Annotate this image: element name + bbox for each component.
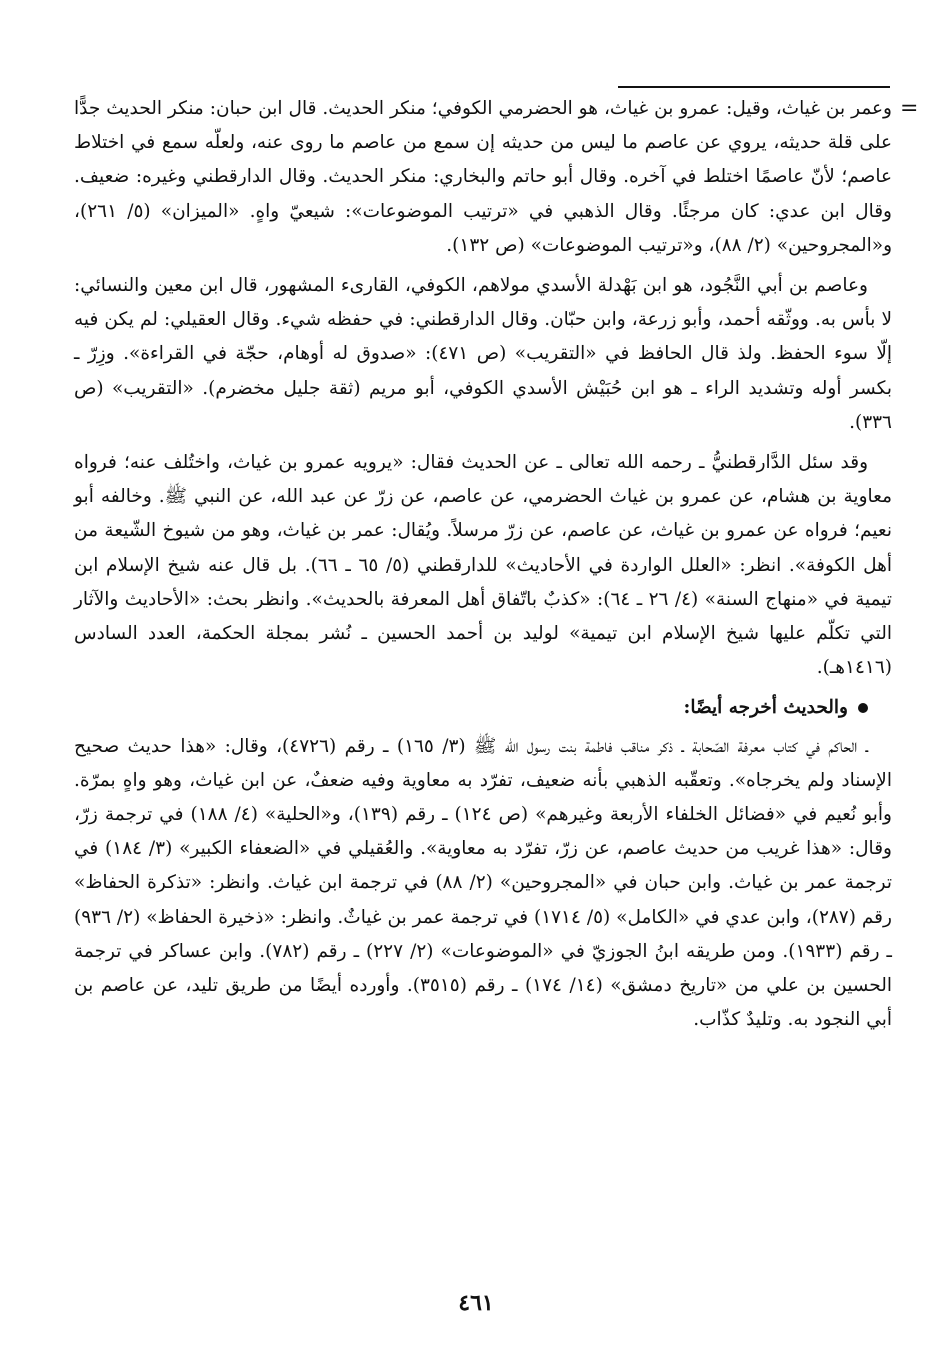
- section-heading-text: والحديث أخرجه أيضًا:: [683, 697, 848, 719]
- footnote-body: [74, 92, 892, 1043]
- bullet-icon: [858, 703, 868, 713]
- paragraph-narrator-asim: وعاصم بن أبي النَّجُود، هو ابن بَهْدلة الأسدي مولاهم، الكوفي، القارىء المشهور، قال ابن معين والنسائي: لا بأس به. ووثّقه أحمد، وأبو زرعة، وابن حبّان. وقال الدارقطني: في حفظه شيء. وقال العقيلي: لم يكن فيه إلّا سوء الحفظ. ولذ قال الحافظ في «التقريب» (ص ٤٧١): «صدوق له أوهام، حجّة في القراءة». وزِرّ ـ بكسر أوله وتشديد الراء ـ هو ابن حُبَيْش الأسدي الكوفي، أبو مريم (ثقة جليل مخضرم). «التقريب» (ص ٣٣٦).: [74, 275, 893, 433]
- paragraph-daraqutni: وقد سئل الدَّارقطنيُّ ـ رحمه الله تعالى ـ عن الحديث فقال: «يرويه عمرو بن غياث، واختُلف عنه؛ فرواه معاوية بن هشام، عن عمرو بن غياث الحضرمي، عن عاصم، عن زرّ عن عبد الله، عن النبي ﷺ. وخالفه أبو نعيم؛ فرواه عن عمرو بن غياث، عن عاصم، عن زرّ مرسلاً. ويُقال: عمر بن غياث، وهو من شيوخ الشّيعة من أهل الكوفة». انظر: «العلل الواردة في الأحاديث» للدارقطني (٥/ ٦٥ ـ ٦٦). بل قال عنه شيخ الإسلام ابن تيمية في «منهاج السنة» (٤/ ٢٦ ـ ٦٤): «كذبٌ باتّفاق أهل المعرفة بالحديث». وانظر بحث: «الأحاديث والآثار التي تكلّم عليها شيخ الإسلام ابن تيمية» لوليد بن أحمد الحسين ـ نُشر بمجلة الحكمة، العدد السادس (١٤١٦هـ).: [74, 452, 893, 679]
- paragraph-narrator-umar: وعمر بن غياث، وقيل: عمرو بن غياث، هو الحضرمي الكوفي؛ منكر الحديث. قال ابن حبان: منكر الحديث جدًّا على قلة حديثه، يروي عن عاصم ما ليس من حديثه إن سمع من عاصم ما روى عنه، ولعلّه سمع في اختلاط عاصم؛ لأنّ عاصمًا اختلط في آخره. وقال أبو حاتم والبخاري: منكر الحديث. وقال الدارقطني وغيره: ضعيف. وقال ابن عدي: كان مرجئًا. وقال الذهبي في «ترتيب الموضوعات»: شيعيّ واهٍ. «الميزان» (٥/ ٢٦١)، و«المجروحين» (٢/ ٨٨)، و«ترتيب الموضوعات» (ص ١٣٢).: [74, 98, 892, 256]
- continuation-mark: =: [900, 96, 919, 121]
- section-heading: [74, 691, 892, 725]
- footnote-separator-rule: [618, 86, 890, 88]
- page-number: ٤٦١: [458, 1290, 494, 1316]
- paragraph-sources: ـ الحاكم في كتاب معرفة الصّحابة ـ ذكر مناقب فاطمة بنت رسول الله ﷺ (٣/ ١٦٥) ـ رقم (٤٧٢٦)، وقال: «هذا حديث صحيح الإسناد ولم يخرجاه». وتعقّبه الذهبي بأنه ضعيف، تفرّد به معاوية وفيه ضعفٌ، عن ابن غياث، وهو واهٍ بمرّة. وأبو نُعيم في «فضائل الخلفاء الأربعة وغيرهم» (ص ١٢٤) ـ رقم (١٣٩)، و«الحلية» (٤/ ١٨٨) في ترجمة زرّ، وقال: «هذا غريب من حديث عاصم، عن زرّ، تفرّد به معاوية». والعُقيلي في «الضعفاء الكبير» (٣/ ١٨٤) في ترجمة عمر بن غياث. وابن حبان في «المجروحين» (٢/ ٨٨) في ترجمة ابن غياث. وانظر: «تذكرة الحفاظ» رقم (٢٨٧)، وابن عدي في «الكامل» (٥/ ١٧١٤) في ترجمة عمر بن غياثٌ. وانظر: «ذخيرة الحفاظ» (٢/ ٩٣٦) ـ رقم (١٩٣٣). ومن طريقه ابنُ الجوزيّ في «الموضوعات» (٢/ ٢٢٧) ـ رقم (٧٨٢). وابن عساكر في ترجمة الحسين بن علي من «تاريخ دمشق» (١٤/ ١٧٤) ـ رقم (٣٥١٥). وأورده أيضًا من طريق تليد، عن عاصم بن أبي النجود به. وتليدٌ كذّاب.: [74, 735, 892, 1031]
